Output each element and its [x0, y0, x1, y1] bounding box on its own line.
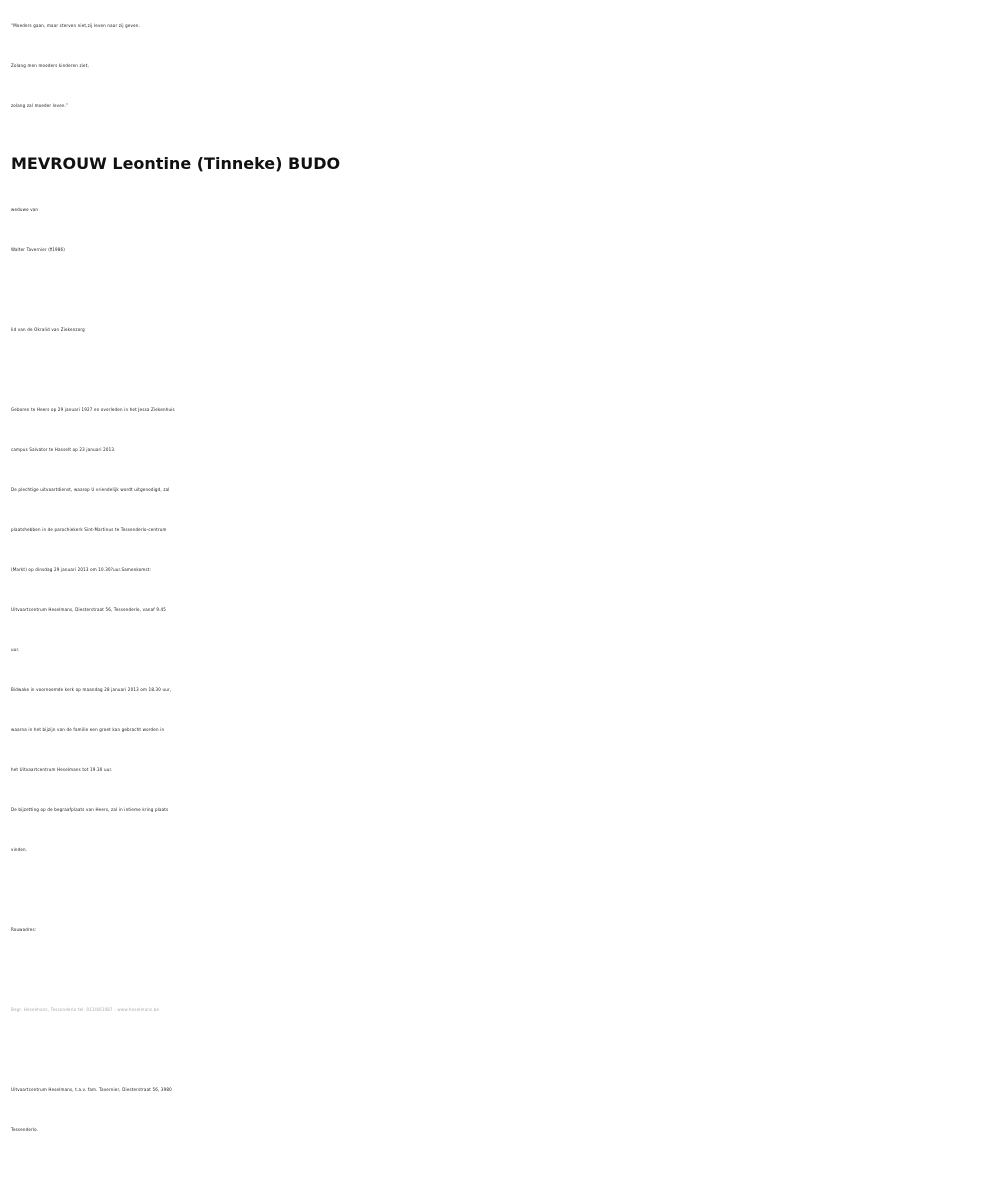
spacer: [11, 1030, 996, 1070]
body-text: [11, 390, 996, 870]
widow-of-label: weduwe van: [11, 207, 39, 212]
spacer: [11, 950, 996, 990]
body-line: Bidwake in voornoemde kerk op maandag 28 januari 2013 om 18.30 uur,: [11, 687, 172, 692]
obituary-notice: [11, 6, 996, 1150]
quote-line-2: Zolang men moeders kinderen ziet,: [11, 63, 89, 68]
body-line: het Uitvaartcentrum Heselmans tot 19.30 uur.: [11, 767, 113, 772]
membership: lid van de Okralid van Ziekenzorg: [11, 327, 85, 332]
body-line: plaatshebben in de parochiekerk Sint-Martinus te Tessenderlo-centrum: [11, 527, 167, 532]
quote-block: [11, 6, 996, 126]
body-line: Uitvaartcentrum Heselmans, Diesterstraat 56, Tessenderlo, vanaf 9.45: [11, 607, 167, 612]
body-line: De plechtige uitvaartdienst, waarop U vriendelijk wordt uitgenodigd, zal: [11, 487, 170, 492]
address-line-2: Tessenderlo.: [11, 1127, 39, 1132]
spouse-name: Walter Tavernier (: [11, 247, 51, 252]
body-line: campus Salvator te Hasselt op 23 januari 2013.: [11, 447, 116, 452]
rouwadres-label: Rouwadres:: [11, 927, 37, 932]
body-line: (Markt) op dinsdag 29 januari 2013 om 10.30?uur.Samenkomst:: [11, 567, 152, 572]
quote-line-1: “Moeders gaan, maar sterven niet,zij leven naar zij geven.: [11, 23, 140, 28]
deceased-name: MEVROUW Leontine (Tinneke) BUDO: [11, 154, 341, 173]
body-line: Geboren te Heers op 29 januari 1927 en overleden in het Jessa Ziekenhuis: [11, 407, 175, 412]
address-line-1: Uitvaartcentrum Heselmans, t.a.v. fam. Tavernier, Diesterstraat 56, 3980: [11, 1087, 172, 1092]
spacer: [11, 350, 996, 390]
funeral-home-info: Begr. Heselmans, Tessenderlo tel. 013/661087 - www.heselmans.be: [11, 1007, 160, 1012]
body-line: vinden.: [11, 847, 28, 852]
quote-line-3: zolang zal moeder leven.”: [11, 103, 69, 108]
cross-icon: †: [50, 247, 53, 252]
spacer: [11, 270, 996, 310]
spacer: [11, 870, 996, 910]
spouse-line: [11, 230, 996, 270]
body-line: De bijzetting op de begraafplaats van Heers, zal in intieme kring plaats: [11, 807, 169, 812]
body-line: uur.: [11, 647, 20, 652]
body-line: waarna in het bijzijn van de familie een groet kan gebracht worden in: [11, 727, 165, 732]
spouse-death-year: 1986): [52, 247, 65, 252]
